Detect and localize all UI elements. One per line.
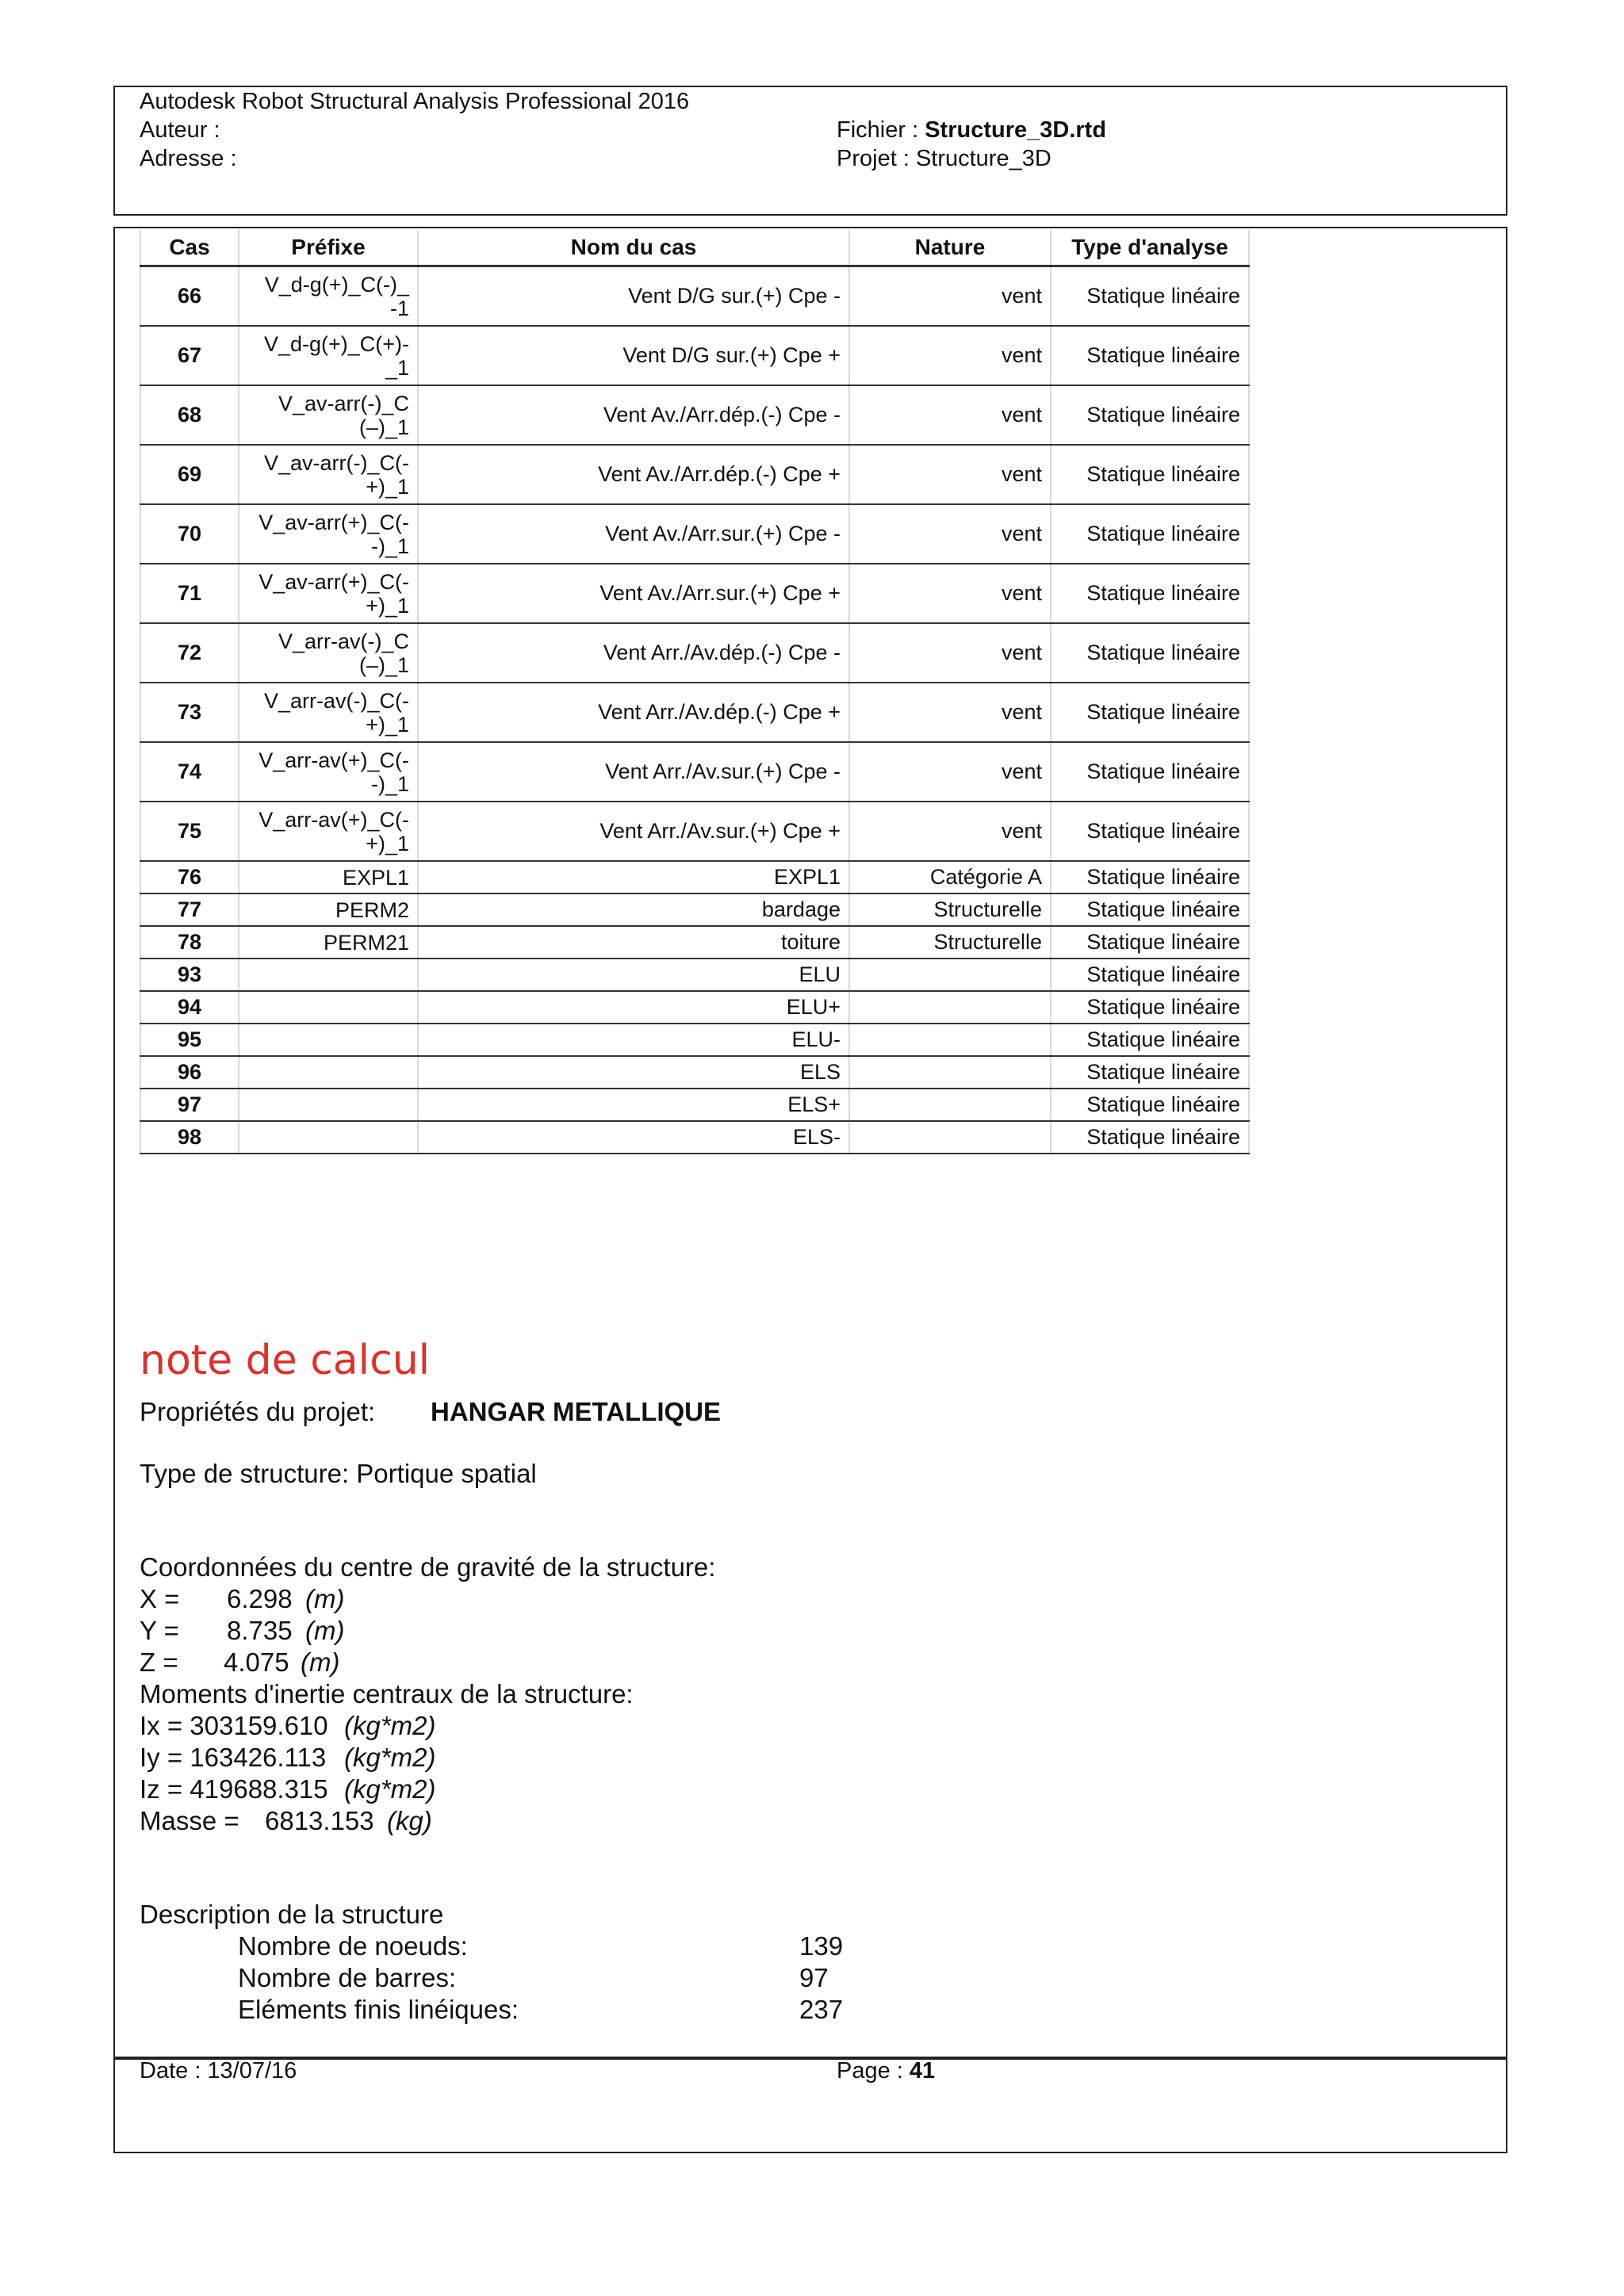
- cell-cas: 96: [140, 1056, 239, 1089]
- note-title: note de calcul: [140, 1337, 431, 1384]
- table-row: [140, 959, 1249, 991]
- fichier-value: Structure_3D.rtd: [925, 117, 1107, 143]
- col-header-prefixe: Préfixe: [239, 230, 418, 266]
- table-row: [140, 623, 1249, 683]
- table-row: [140, 1024, 1249, 1056]
- cell-prefix: PERM2: [239, 894, 418, 926]
- cell-name: ELU+: [418, 991, 849, 1024]
- projet-value: Structure_3D: [915, 146, 1051, 171]
- cell-type: Statique linéaire: [1051, 564, 1249, 623]
- cell-prefix: V_arr-av(-)_C(-+)_1: [239, 683, 418, 742]
- table-row: [140, 1089, 1249, 1121]
- cell-name: ELS+: [418, 1089, 849, 1121]
- mass-unit: (kg): [387, 1806, 432, 1835]
- cell-prefix: V_av-arr(-)_C(-+)_1: [239, 445, 418, 504]
- table-row: [140, 991, 1249, 1024]
- cell-type: Statique linéaire: [1051, 926, 1249, 959]
- cell-cas: 70: [140, 504, 239, 564]
- table-row: [140, 926, 1249, 959]
- software-name: Autodesk Robot Structural Analysis Professional 2016: [140, 89, 690, 114]
- cog-z-unit: (m): [301, 1647, 340, 1677]
- cell-nature: Structurelle: [849, 894, 1051, 926]
- inertia-iy: Iy = 163426.113: [140, 1743, 327, 1772]
- cell-prefix: [239, 959, 418, 991]
- cell-prefix: EXPL1: [239, 861, 418, 894]
- cell-nature: [849, 1056, 1051, 1089]
- table-row: [140, 385, 1249, 445]
- cell-prefix: [239, 1056, 418, 1089]
- cell-type: Statique linéaire: [1051, 1024, 1249, 1056]
- cell-type: Statique linéaire: [1051, 683, 1249, 742]
- fichier-label: Fichier :: [837, 117, 919, 143]
- cell-cas: 97: [140, 1089, 239, 1121]
- structure-type: Type de structure: Portique spatial: [140, 1459, 537, 1488]
- table-row: [140, 802, 1249, 861]
- cell-name: ELS: [418, 1056, 849, 1089]
- cell-nature: Catégorie A: [849, 861, 1051, 894]
- cell-name: toiture: [418, 926, 849, 959]
- cell-name: Vent Av./Arr.sur.(+) Cpe -: [418, 504, 849, 564]
- cell-name: Vent D/G sur.(+) Cpe -: [418, 266, 849, 327]
- cell-cas: 73: [140, 683, 239, 742]
- table-row: [140, 564, 1249, 623]
- elements-value: 237: [799, 1995, 844, 2024]
- document-footer: [113, 2057, 1507, 2153]
- cell-type: Statique linéaire: [1051, 1056, 1249, 1089]
- cell-prefix: [239, 1121, 418, 1154]
- footer-page: [837, 2057, 935, 2085]
- cell-type: Statique linéaire: [1051, 1089, 1249, 1121]
- table-row: [140, 683, 1249, 742]
- cell-prefix: [239, 1024, 418, 1056]
- cell-name: ELU: [418, 959, 849, 991]
- cell-nature: [849, 1024, 1051, 1056]
- cell-prefix: [239, 1089, 418, 1121]
- bars-value: 97: [799, 1963, 829, 1992]
- cell-nature: vent: [849, 445, 1051, 504]
- cog-x-unit: (m): [305, 1584, 345, 1613]
- cog-x-label: X =: [140, 1584, 180, 1613]
- cell-cas: 93: [140, 959, 239, 991]
- cell-type: Statique linéaire: [1051, 894, 1249, 926]
- mass-value: 6813.153: [265, 1806, 374, 1835]
- adresse-label: Adresse :: [140, 146, 237, 171]
- col-header-nature: Nature: [849, 230, 1051, 266]
- cell-cas: 94: [140, 991, 239, 1024]
- inertia-iy-unit: (kg*m2): [344, 1743, 436, 1772]
- cell-cas: 78: [140, 926, 239, 959]
- cog-z-label: Z =: [140, 1647, 178, 1677]
- col-header-type-analyse: Type d'analyse: [1051, 230, 1249, 266]
- cell-type: Statique linéaire: [1051, 266, 1249, 327]
- cell-nature: vent: [849, 266, 1051, 327]
- inertia-iz-unit: (kg*m2): [344, 1774, 436, 1804]
- table-row: [140, 1121, 1249, 1154]
- cell-name: Vent Arr./Av.sur.(+) Cpe -: [418, 742, 849, 802]
- cell-prefix: V_arr-av(-)_C(–)_1: [239, 623, 418, 683]
- cell-name: Vent Arr./Av.sur.(+) Cpe +: [418, 802, 849, 861]
- footer-date: Date : 13/07/16: [140, 2058, 297, 2084]
- cell-type: Statique linéaire: [1051, 802, 1249, 861]
- cog-y-label: Y =: [140, 1616, 179, 1645]
- cell-nature: vent: [849, 504, 1051, 564]
- cell-cas: 67: [140, 326, 239, 385]
- cell-cas: 76: [140, 861, 239, 894]
- cell-nature: vent: [849, 326, 1051, 385]
- cell-cas: 98: [140, 1121, 239, 1154]
- cell-nature: vent: [849, 683, 1051, 742]
- load-cases-table: [140, 230, 1250, 1154]
- project-properties-value: HANGAR METALLIQUE: [431, 1397, 722, 1426]
- cell-cas: 71: [140, 564, 239, 623]
- table-row: [140, 894, 1249, 926]
- cell-cas: 68: [140, 385, 239, 445]
- cell-nature: [849, 1089, 1051, 1121]
- cell-nature: Structurelle: [849, 926, 1051, 959]
- table-row: [140, 266, 1249, 327]
- cell-cas: 77: [140, 894, 239, 926]
- cell-cas: 72: [140, 623, 239, 683]
- inertia-ix-unit: (kg*m2): [344, 1711, 436, 1740]
- cell-name: Vent Av./Arr.dép.(-) Cpe +: [418, 445, 849, 504]
- cell-prefix: V_arr-av(+)_C(-+)_1: [239, 802, 418, 861]
- table-row: [140, 1056, 1249, 1089]
- table-row: [140, 326, 1249, 385]
- cell-name: Vent Av./Arr.sur.(+) Cpe +: [418, 564, 849, 623]
- cell-type: Statique linéaire: [1051, 959, 1249, 991]
- cell-name: ELU-: [418, 1024, 849, 1056]
- cell-cas: 74: [140, 742, 239, 802]
- cog-z-value: 4.075: [224, 1647, 289, 1677]
- col-header-nom-du-cas: Nom du cas: [418, 230, 849, 266]
- footer-page-number: 41: [909, 2058, 936, 2084]
- table-row: [140, 742, 1249, 802]
- cell-name: Vent Arr./Av.dép.(-) Cpe -: [418, 623, 849, 683]
- cell-cas: 69: [140, 445, 239, 504]
- table-header-row: [140, 230, 1249, 266]
- cell-nature: vent: [849, 385, 1051, 445]
- cell-nature: [849, 991, 1051, 1024]
- cog-y-value: 8.735: [227, 1616, 293, 1645]
- cell-name: bardage: [418, 894, 849, 926]
- cell-name: Vent Av./Arr.dép.(-) Cpe -: [418, 385, 849, 445]
- cell-nature: vent: [849, 802, 1051, 861]
- cog-y-unit: (m): [305, 1616, 345, 1645]
- cell-type: Statique linéaire: [1051, 445, 1249, 504]
- footer-page-label: Page :: [837, 2058, 903, 2084]
- nodes-value: 139: [799, 1931, 844, 1961]
- col-header-cas: Cas: [140, 230, 239, 266]
- cell-type: Statique linéaire: [1051, 623, 1249, 683]
- cell-nature: vent: [849, 623, 1051, 683]
- cell-type: Statique linéaire: [1051, 1121, 1249, 1154]
- cog-x-value: 6.298: [227, 1584, 293, 1613]
- cell-nature: [849, 959, 1051, 991]
- table-row: [140, 504, 1249, 564]
- elements-label: Eléments finis linéiques:: [238, 1995, 519, 2024]
- inertia-label: Moments d'inertie centraux de la structure:: [140, 1679, 634, 1709]
- cell-type: Statique linéaire: [1051, 385, 1249, 445]
- cell-prefix: V_arr-av(+)_C(--)_1: [239, 742, 418, 802]
- cell-cas: 66: [140, 266, 239, 327]
- inertia-iz: Iz = 419688.315: [140, 1774, 328, 1804]
- cell-name: Vent D/G sur.(+) Cpe +: [418, 326, 849, 385]
- cell-prefix: V_d-g(+)_C(+)-_1: [239, 326, 418, 385]
- cell-nature: vent: [849, 564, 1051, 623]
- project-properties-label: Propriétés du projet:: [140, 1397, 376, 1426]
- table-body: [140, 266, 1249, 1154]
- mass-label: Masse =: [140, 1806, 239, 1835]
- projet-line: [837, 144, 1051, 173]
- inertia-ix: Ix = 303159.610: [140, 1711, 328, 1740]
- cell-prefix: [239, 991, 418, 1024]
- cell-cas: 75: [140, 802, 239, 861]
- bars-label: Nombre de barres:: [238, 1963, 457, 1992]
- cell-prefix: V_av-arr(+)_C(--)_1: [239, 504, 418, 564]
- cell-prefix: V_d-g(+)_C(-)_-1: [239, 266, 418, 327]
- cell-prefix: V_av-arr(+)_C(-+)_1: [239, 564, 418, 623]
- cell-cas: 95: [140, 1024, 239, 1056]
- table-row: [140, 861, 1249, 894]
- cell-type: Statique linéaire: [1051, 861, 1249, 894]
- cell-nature: [849, 1121, 1051, 1154]
- cell-type: Statique linéaire: [1051, 504, 1249, 564]
- cell-type: Statique linéaire: [1051, 742, 1249, 802]
- cell-prefix: PERM21: [239, 926, 418, 959]
- cog-label: Coordonnées du centre de gravité de la structure:: [140, 1552, 716, 1582]
- cell-name: EXPL1: [418, 861, 849, 894]
- projet-label: Projet :: [837, 146, 910, 171]
- cell-nature: vent: [849, 742, 1051, 802]
- nodes-label: Nombre de noeuds:: [238, 1931, 468, 1961]
- cell-type: Statique linéaire: [1051, 326, 1249, 385]
- cell-prefix: V_av-arr(-)_C(–)_1: [239, 385, 418, 445]
- cell-type: Statique linéaire: [1051, 991, 1249, 1024]
- description-label: Description de la structure: [140, 1900, 444, 1929]
- table-row: [140, 445, 1249, 504]
- auteur-label: Auteur :: [140, 117, 220, 143]
- fichier-line: [837, 116, 1106, 144]
- cell-name: ELS-: [418, 1121, 849, 1154]
- cell-name: Vent Arr./Av.dép.(-) Cpe +: [418, 683, 849, 742]
